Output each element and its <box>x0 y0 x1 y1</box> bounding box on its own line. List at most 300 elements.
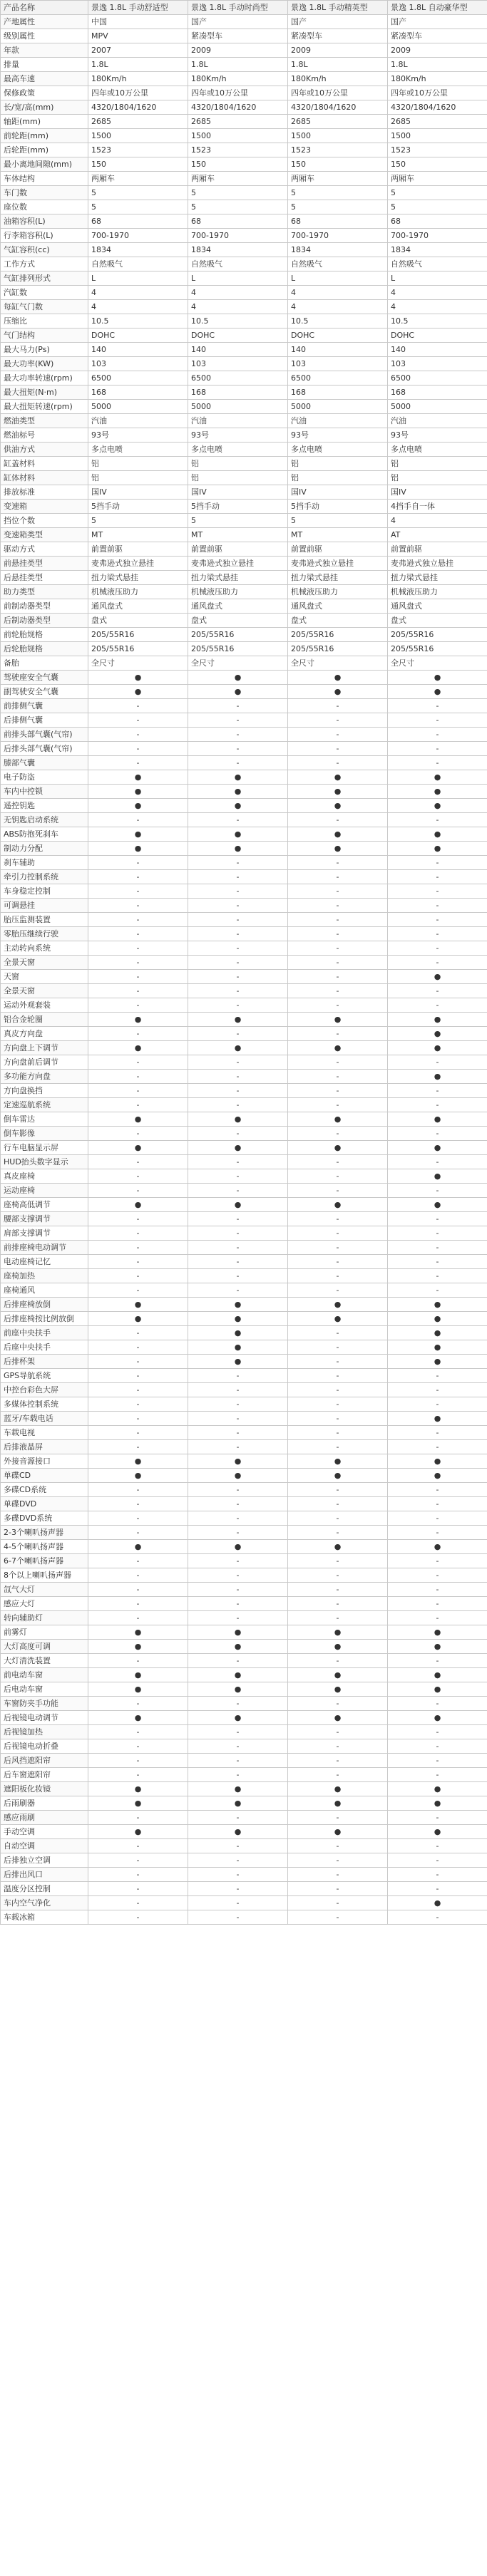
row-label-cell: 变速箱类型 <box>1 528 88 542</box>
row-value-cell: 103 <box>388 357 487 371</box>
table-row <box>1 1155 487 1169</box>
row-value-cell: L <box>88 271 188 286</box>
row-label-cell: 后排座椅按比例放倒 <box>1 1312 88 1326</box>
table-row <box>1 571 487 585</box>
table-row <box>1 1397 487 1412</box>
row-value-cell: 国产 <box>388 15 487 29</box>
row-value-cell: - <box>188 1226 288 1241</box>
table-row <box>1 143 487 157</box>
row-value-cell: - <box>388 1212 487 1226</box>
row-label-cell: 行车电脑显示屏 <box>1 1141 88 1155</box>
row-value-cell: - <box>288 1127 388 1141</box>
row-value-cell: - <box>388 956 487 970</box>
row-value-cell: - <box>288 956 388 970</box>
row-value-cell: AT <box>388 528 487 542</box>
row-label-cell: 座椅加热 <box>1 1269 88 1283</box>
table-row <box>1 1682 487 1697</box>
row-value-cell: - <box>188 1511 288 1526</box>
row-label-cell: 轴距(mm) <box>1 115 88 129</box>
row-value-cell: - <box>88 1412 188 1426</box>
row-label-cell: 温度分区控制 <box>1 1882 88 1896</box>
row-value-cell: - <box>188 1554 288 1568</box>
row-value-cell: 铝 <box>288 471 388 485</box>
row-value-cell: - <box>88 1526 188 1540</box>
row-value-cell: - <box>88 1739 188 1754</box>
row-value-cell: 180Km/h <box>288 72 388 86</box>
row-value-cell: 180Km/h <box>388 72 487 86</box>
row-value-cell: ● <box>388 842 487 856</box>
table-row <box>1 100 487 115</box>
row-value-cell: 麦弗逊式独立悬挂 <box>288 557 388 571</box>
row-value-cell: ● <box>288 1112 388 1127</box>
row-value-cell: - <box>88 1098 188 1112</box>
row-label-cell: 氙气大灯 <box>1 1583 88 1597</box>
row-value-cell: - <box>88 813 188 827</box>
table-row <box>1 1497 487 1511</box>
table-row <box>1 770 487 785</box>
row-value-cell: - <box>88 1768 188 1782</box>
row-label-cell: 方向盘上下调节 <box>1 1041 88 1055</box>
row-value-cell: - <box>288 1383 388 1397</box>
row-value-cell: - <box>188 1155 288 1169</box>
row-value-cell: - <box>388 1440 487 1454</box>
row-value-cell: 4挡手自一体 <box>388 500 487 514</box>
row-value-cell: ● <box>188 1454 288 1469</box>
row-value-cell: - <box>188 1383 288 1397</box>
row-value-cell: - <box>388 1483 487 1497</box>
table-row <box>1 1426 487 1440</box>
row-label-cell: 定速巡航系统 <box>1 1098 88 1112</box>
row-label-cell: 排量 <box>1 58 88 72</box>
row-value-cell: - <box>188 1184 288 1198</box>
row-value-cell: 1.8L <box>288 58 388 72</box>
row-value-cell: - <box>188 1369 288 1383</box>
row-value-cell: 1500 <box>288 129 388 143</box>
row-label-cell: 变速箱 <box>1 500 88 514</box>
row-value-cell: ● <box>388 785 487 799</box>
row-value-cell: - <box>188 1440 288 1454</box>
row-label-cell: 车内中控锁 <box>1 785 88 799</box>
row-value-cell: - <box>188 1768 288 1782</box>
row-value-cell: - <box>88 1853 188 1868</box>
row-label-cell: 真皮方向盘 <box>1 1027 88 1041</box>
row-value-cell: - <box>388 884 487 899</box>
row-value-cell: ● <box>388 1896 487 1910</box>
row-value-cell: - <box>288 1269 388 1283</box>
row-value-cell: 4 <box>188 300 288 314</box>
row-value-cell: - <box>88 1184 188 1198</box>
row-value-cell: 4320/1804/1620 <box>188 100 288 115</box>
row-value-cell: ● <box>88 1013 188 1027</box>
row-value-cell: - <box>88 998 188 1013</box>
row-label-cell: 方向盘换挡 <box>1 1084 88 1098</box>
row-value-cell: 自然吸气 <box>188 257 288 271</box>
row-value-cell: 1834 <box>88 243 188 257</box>
row-value-cell: - <box>288 1853 388 1868</box>
row-value-cell: - <box>88 742 188 756</box>
row-value-cell: 1.8L <box>388 58 487 72</box>
row-value-cell: - <box>288 699 388 713</box>
row-value-cell: 68 <box>388 214 487 229</box>
row-value-cell: - <box>188 1654 288 1668</box>
row-value-cell: - <box>88 1084 188 1098</box>
row-value-cell: 4320/1804/1620 <box>388 100 487 115</box>
row-label-cell: 后排头部气囊(气帘) <box>1 742 88 756</box>
row-value-cell: - <box>288 899 388 913</box>
table-row <box>1 1340 487 1355</box>
row-value-cell: ● <box>88 1711 188 1725</box>
row-value-cell: 5 <box>88 186 188 200</box>
table-row <box>1 1811 487 1825</box>
row-value-cell: - <box>88 1127 188 1141</box>
row-value-cell: 麦弗逊式独立悬挂 <box>188 557 288 571</box>
row-value-cell: - <box>388 728 487 742</box>
table-row <box>1 941 487 956</box>
row-value-cell: - <box>388 756 487 770</box>
table-row <box>1 998 487 1013</box>
row-value-cell: - <box>288 1098 388 1112</box>
row-value-cell: 5挡手动 <box>88 500 188 514</box>
row-value-cell: 盘式 <box>288 614 388 628</box>
row-label-cell: 腰部支撑调节 <box>1 1212 88 1226</box>
row-value-cell: - <box>288 884 388 899</box>
row-value-cell: - <box>288 1597 388 1611</box>
row-value-cell: ● <box>188 1469 288 1483</box>
row-value-cell: - <box>188 927 288 941</box>
row-value-cell: ● <box>88 1668 188 1682</box>
row-value-cell: 150 <box>188 157 288 172</box>
row-value-cell: ● <box>388 1454 487 1469</box>
table-row <box>1 1269 487 1283</box>
table-row <box>1 186 487 200</box>
row-value-cell: - <box>88 1397 188 1412</box>
row-value-cell: 10.5 <box>288 314 388 329</box>
row-value-cell: 紧凑型车 <box>388 29 487 43</box>
row-value-cell: - <box>88 1340 188 1355</box>
row-label-cell: 最大马力(Ps) <box>1 343 88 357</box>
table-row <box>1 1454 487 1469</box>
row-value-cell: - <box>288 1739 388 1754</box>
row-value-cell: ● <box>388 799 487 813</box>
row-value-cell: 700-1970 <box>188 229 288 243</box>
row-value-cell: ● <box>388 1825 487 1839</box>
row-value-cell: ● <box>88 1625 188 1640</box>
row-value-cell: - <box>88 1611 188 1625</box>
row-value-cell: 4 <box>388 514 487 528</box>
table-row <box>1 656 487 671</box>
row-value-cell: ● <box>388 1796 487 1811</box>
table-row <box>1 956 487 970</box>
row-value-cell: 4 <box>188 286 288 300</box>
row-value-cell: - <box>388 1241 487 1255</box>
row-value-cell: ● <box>388 1169 487 1184</box>
row-value-cell: - <box>188 1910 288 1925</box>
row-value-cell: 扭力梁式悬挂 <box>88 571 188 585</box>
header-cell-model-2: 景逸 1.8L 手动时尚型 <box>188 1 288 15</box>
row-value-cell: ● <box>288 1454 388 1469</box>
table-row <box>1 1013 487 1027</box>
table-row <box>1 229 487 243</box>
row-value-cell: 2685 <box>288 115 388 129</box>
row-value-cell: 93号 <box>288 428 388 443</box>
row-value-cell: 5 <box>88 514 188 528</box>
row-value-cell: - <box>188 1853 288 1868</box>
row-value-cell: ● <box>388 1041 487 1055</box>
table-row <box>1 799 487 813</box>
row-value-cell: ● <box>288 1198 388 1212</box>
row-value-cell: ● <box>88 1298 188 1312</box>
table-row <box>1 742 487 756</box>
row-value-cell: - <box>388 1127 487 1141</box>
row-value-cell: 700-1970 <box>88 229 188 243</box>
row-value-cell: ● <box>388 1355 487 1369</box>
row-value-cell: - <box>288 1055 388 1070</box>
row-value-cell: 10.5 <box>188 314 288 329</box>
row-value-cell: 6500 <box>288 371 388 386</box>
row-value-cell: - <box>388 1697 487 1711</box>
row-value-cell: 5 <box>288 200 388 214</box>
row-label-cell: 感应大灯 <box>1 1597 88 1611</box>
row-value-cell: - <box>288 1283 388 1298</box>
row-value-cell: 68 <box>188 214 288 229</box>
row-value-cell: 168 <box>288 386 388 400</box>
row-value-cell: - <box>188 1483 288 1497</box>
row-label-cell: 电动座椅记忆 <box>1 1255 88 1269</box>
row-label-cell: 后排座椅放倒 <box>1 1298 88 1312</box>
row-value-cell: 5000 <box>288 400 388 414</box>
row-value-cell: - <box>288 927 388 941</box>
row-value-cell: - <box>288 1526 388 1540</box>
row-value-cell: - <box>88 899 188 913</box>
table-row <box>1 542 487 557</box>
row-label-cell: 最小离地间隙(mm) <box>1 157 88 172</box>
row-value-cell: ● <box>188 1355 288 1369</box>
row-value-cell: ● <box>388 1326 487 1340</box>
row-value-cell: ● <box>188 685 288 699</box>
row-value-cell: - <box>288 1839 388 1853</box>
row-value-cell: - <box>388 1739 487 1754</box>
row-value-cell: 103 <box>188 357 288 371</box>
row-value-cell: ● <box>388 970 487 984</box>
row-value-cell: - <box>288 1725 388 1739</box>
row-value-cell: - <box>388 1269 487 1283</box>
row-label-cell: 驱动方式 <box>1 542 88 557</box>
row-value-cell: - <box>388 1511 487 1526</box>
row-label-cell: 座椅通风 <box>1 1283 88 1298</box>
row-label-cell: 车载电视 <box>1 1426 88 1440</box>
row-value-cell: - <box>288 1155 388 1169</box>
row-value-cell: 2685 <box>188 115 288 129</box>
row-value-cell: - <box>388 1283 487 1298</box>
row-value-cell: - <box>288 1412 388 1426</box>
row-value-cell: 中国 <box>88 15 188 29</box>
row-value-cell: - <box>188 1027 288 1041</box>
row-label-cell: 后电动车窗 <box>1 1682 88 1697</box>
row-value-cell: - <box>88 856 188 870</box>
table-row <box>1 86 487 100</box>
row-value-cell: - <box>288 1226 388 1241</box>
table-row <box>1 115 487 129</box>
table-row <box>1 614 487 628</box>
table-row <box>1 286 487 300</box>
row-value-cell: - <box>288 756 388 770</box>
row-label-cell: 前雾灯 <box>1 1625 88 1640</box>
row-label-cell: 遮阳板化妆镜 <box>1 1782 88 1796</box>
table-row <box>1 457 487 471</box>
row-label-cell: 后雨刷器 <box>1 1796 88 1811</box>
row-value-cell: - <box>88 1868 188 1882</box>
row-value-cell: - <box>88 1269 188 1283</box>
row-value-cell: - <box>88 1839 188 1853</box>
row-value-cell: - <box>88 1169 188 1184</box>
table-row <box>1 1241 487 1255</box>
row-label-cell: 2-3个喇叭扬声器 <box>1 1526 88 1540</box>
row-value-cell: 5 <box>88 200 188 214</box>
row-label-cell: 每缸气门数 <box>1 300 88 314</box>
row-label-cell: 肩部支撑调节 <box>1 1226 88 1241</box>
row-label-cell: 零胎压继续行驶 <box>1 927 88 941</box>
row-value-cell: 全尺寸 <box>388 656 487 671</box>
row-value-cell: - <box>88 1910 188 1925</box>
row-value-cell: DOHC <box>288 329 388 343</box>
row-value-cell: - <box>188 1255 288 1269</box>
row-value-cell: - <box>188 1283 288 1298</box>
row-value-cell: ● <box>388 685 487 699</box>
row-value-cell: - <box>88 756 188 770</box>
row-label-cell: 主动转向系统 <box>1 941 88 956</box>
row-value-cell: 通风盘式 <box>88 599 188 614</box>
table-row <box>1 257 487 271</box>
row-value-cell: ● <box>388 1782 487 1796</box>
row-value-cell: 6500 <box>188 371 288 386</box>
table-row <box>1 357 487 371</box>
row-value-cell: 汽油 <box>188 414 288 428</box>
table-row <box>1 785 487 799</box>
table-row <box>1 1882 487 1896</box>
table-row <box>1 1184 487 1198</box>
row-value-cell: - <box>388 742 487 756</box>
row-value-cell: 全尺寸 <box>88 656 188 671</box>
row-label-cell: 运动外观套装 <box>1 998 88 1013</box>
row-label-cell: 外接音源接口 <box>1 1454 88 1469</box>
row-value-cell: 5 <box>288 186 388 200</box>
row-value-cell: - <box>188 1568 288 1583</box>
row-value-cell: - <box>188 1739 288 1754</box>
row-value-cell: 205/55R16 <box>388 628 487 642</box>
row-value-cell: - <box>288 1654 388 1668</box>
table-row <box>1 1312 487 1326</box>
row-value-cell: 国产 <box>288 15 388 29</box>
row-value-cell: - <box>388 1597 487 1611</box>
table-row <box>1 1041 487 1055</box>
row-label-cell: 大灯高度可调 <box>1 1640 88 1654</box>
row-value-cell: 扭力梁式悬挂 <box>388 571 487 585</box>
table-row <box>1 29 487 43</box>
row-value-cell: - <box>288 1369 388 1383</box>
row-label-cell: 刹车辅助 <box>1 856 88 870</box>
row-value-cell: ● <box>188 1782 288 1796</box>
row-value-cell: - <box>388 1184 487 1198</box>
row-label-cell: 多碟DVD系统 <box>1 1511 88 1526</box>
table-row <box>1 514 487 528</box>
row-value-cell: - <box>288 913 388 927</box>
row-label-cell: 前悬挂类型 <box>1 557 88 571</box>
row-value-cell: 自然吸气 <box>288 257 388 271</box>
row-value-cell: - <box>288 1084 388 1098</box>
row-value-cell: 铝 <box>188 471 288 485</box>
row-value-cell: - <box>88 1212 188 1226</box>
row-value-cell: - <box>88 1226 188 1241</box>
row-label-cell: ABS防抱死刹车 <box>1 827 88 842</box>
table-row <box>1 1611 487 1625</box>
row-value-cell: 5 <box>288 514 388 528</box>
row-value-cell: ● <box>188 799 288 813</box>
row-value-cell: 5000 <box>88 400 188 414</box>
table-row <box>1 713 487 728</box>
table-row <box>1 970 487 984</box>
row-value-cell: ● <box>388 827 487 842</box>
table-row <box>1 1084 487 1098</box>
row-value-cell: - <box>188 1426 288 1440</box>
row-label-cell: 汽缸数 <box>1 286 88 300</box>
row-label-cell: 燃油标号 <box>1 428 88 443</box>
row-value-cell: 两厢车 <box>288 172 388 186</box>
table-row <box>1 1412 487 1426</box>
row-value-cell: 205/55R16 <box>88 642 188 656</box>
row-value-cell: ● <box>188 1711 288 1725</box>
row-value-cell: - <box>88 1511 188 1526</box>
row-value-cell: DOHC <box>388 329 487 343</box>
row-value-cell: - <box>188 1169 288 1184</box>
row-value-cell: - <box>188 1212 288 1226</box>
row-value-cell: - <box>288 998 388 1013</box>
row-value-cell: ● <box>388 1640 487 1654</box>
row-value-cell: ● <box>188 1796 288 1811</box>
table-row <box>1 856 487 870</box>
table-row <box>1 1283 487 1298</box>
row-value-cell: - <box>288 1554 388 1568</box>
row-label-cell: 电子防盗 <box>1 770 88 785</box>
row-label-cell: 倒车影像 <box>1 1127 88 1141</box>
row-value-cell: 4320/1804/1620 <box>88 100 188 115</box>
row-value-cell: ● <box>288 1312 388 1326</box>
row-value-cell: 168 <box>88 386 188 400</box>
row-label-cell: 油箱容积(L) <box>1 214 88 229</box>
row-value-cell: - <box>288 870 388 884</box>
row-value-cell: 140 <box>88 343 188 357</box>
row-value-cell: - <box>188 1269 288 1283</box>
table-row <box>1 1212 487 1226</box>
row-value-cell: ● <box>288 827 388 842</box>
table-row <box>1 1540 487 1554</box>
table-row <box>1 300 487 314</box>
row-value-cell: - <box>388 1383 487 1397</box>
row-value-cell: - <box>188 941 288 956</box>
row-value-cell: 铝 <box>88 457 188 471</box>
row-value-cell: ● <box>288 1796 388 1811</box>
row-value-cell: - <box>188 756 288 770</box>
row-value-cell: - <box>388 1611 487 1625</box>
table-row <box>1 1868 487 1882</box>
row-label-cell: 多媒体控制系统 <box>1 1397 88 1412</box>
row-value-cell: - <box>88 1326 188 1340</box>
row-value-cell: - <box>188 1127 288 1141</box>
row-value-cell: - <box>88 1725 188 1739</box>
row-value-cell: L <box>288 271 388 286</box>
row-value-cell: 5000 <box>388 400 487 414</box>
row-value-cell: 国IV <box>388 485 487 500</box>
row-value-cell: - <box>388 1055 487 1070</box>
